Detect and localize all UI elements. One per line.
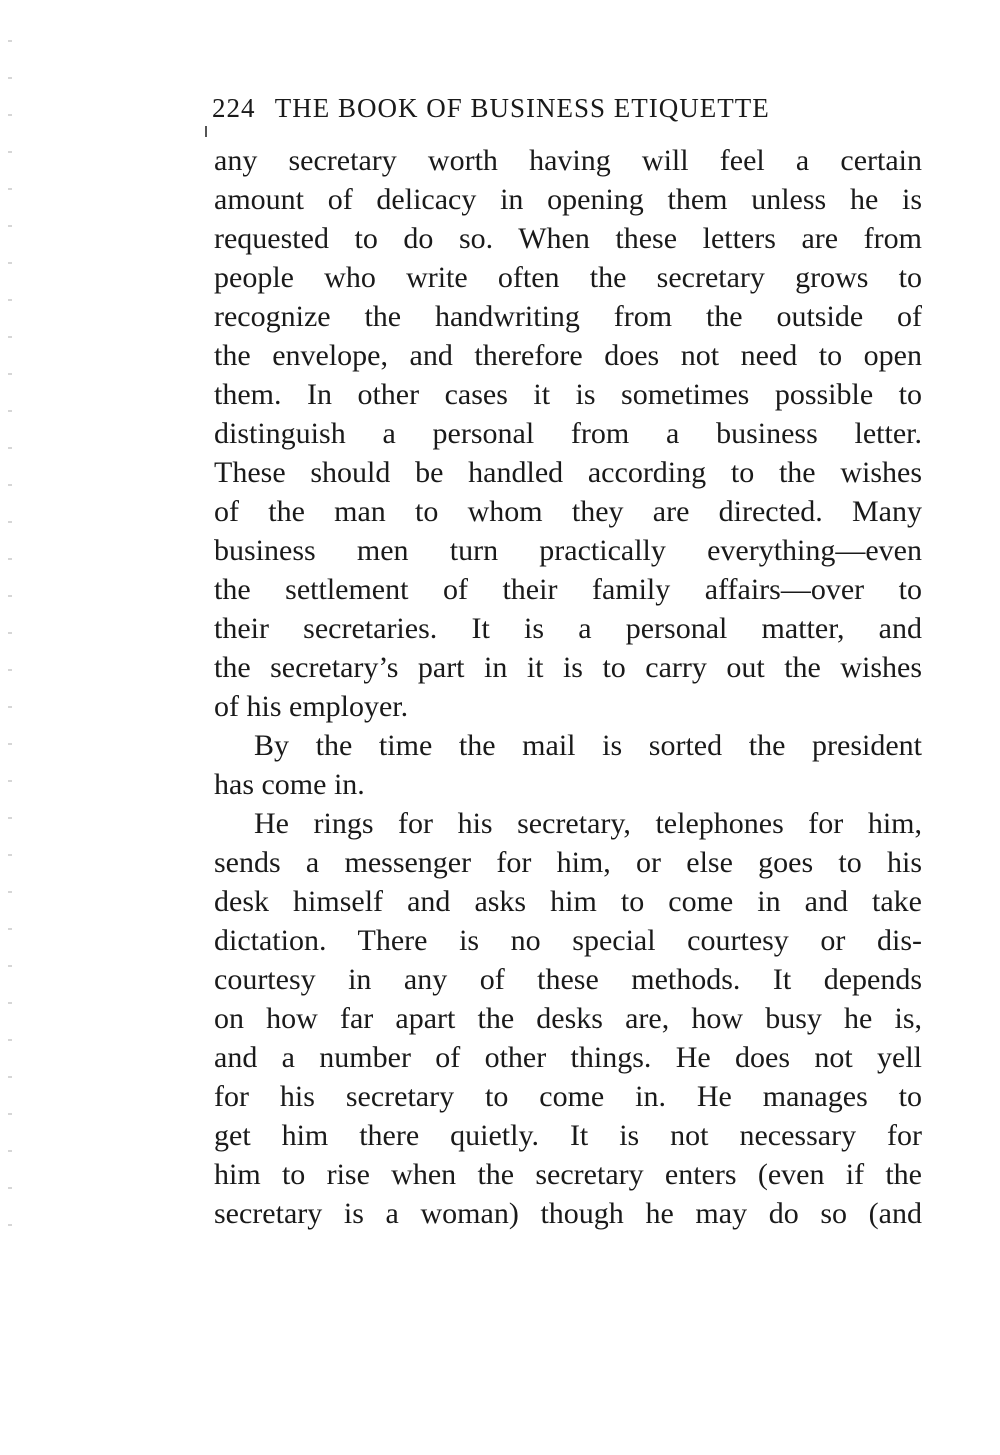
text-line: the secretary’s part in it is to carry out the wishes (214, 651, 922, 684)
text-line: people who write often the secretary grows to (214, 261, 922, 294)
text-line: of his employer. (214, 690, 409, 723)
text-line: courtesy in any of these methods. It depends (214, 963, 922, 996)
text-line: These should be handled according to the wishes (214, 456, 922, 489)
text-line: their secretaries. It is a personal matter, and (214, 612, 922, 645)
text-line: business men turn practically everything—even (214, 534, 922, 567)
text-line: get him there quietly. It is not necessary for (214, 1119, 922, 1152)
text-line: him to rise when the secretary enters (even if the (214, 1158, 922, 1191)
text-line: dictation. There is no special courtesy or dis- (214, 924, 922, 957)
text-line: the settlement of their family affairs—over to (214, 573, 922, 606)
page-number: 224 (212, 93, 256, 123)
text-line: recognize the handwriting from the outside of (214, 300, 922, 333)
text-line: He rings for his secretary, telephones for him, (254, 807, 922, 840)
body-text (214, 141, 922, 1233)
text-line: By the time the mail is sorted the president (254, 729, 922, 762)
text-line: the envelope, and therefore does not need to open (214, 339, 922, 372)
text-line: distinguish a personal from a business letter. (214, 417, 922, 450)
running-title: THE BOOK OF BUSINESS ETIQUETTE (274, 93, 770, 123)
scan-tick-mark (205, 126, 207, 137)
paragraph (214, 726, 922, 804)
page-header (212, 88, 924, 128)
text-line: requested to do so. When these letters are from (214, 222, 922, 255)
paragraph (214, 141, 922, 726)
text-line: any secretary worth having will feel a certain (214, 144, 922, 177)
paragraph (214, 804, 922, 1233)
text-line: sends a messenger for him, or else goes to his (214, 846, 922, 879)
text-line: and a number of other things. He does not yell (214, 1041, 922, 1074)
text-line: has come in. (214, 768, 365, 801)
text-line: them. In other cases it is sometimes possible to (214, 378, 922, 411)
text-line: secretary is a woman) though he may do so (and (214, 1197, 922, 1230)
text-line: for his secretary to come in. He manages to (214, 1080, 922, 1113)
scan-margin-marks (8, 40, 12, 1240)
text-line: of the man to whom they are directed. Many (214, 495, 922, 528)
text-line: desk himself and asks him to come in and take (214, 885, 922, 918)
text-line: amount of delicacy in opening them unless he is (214, 183, 922, 216)
text-line: on how far apart the desks are, how busy he is, (214, 1002, 922, 1035)
